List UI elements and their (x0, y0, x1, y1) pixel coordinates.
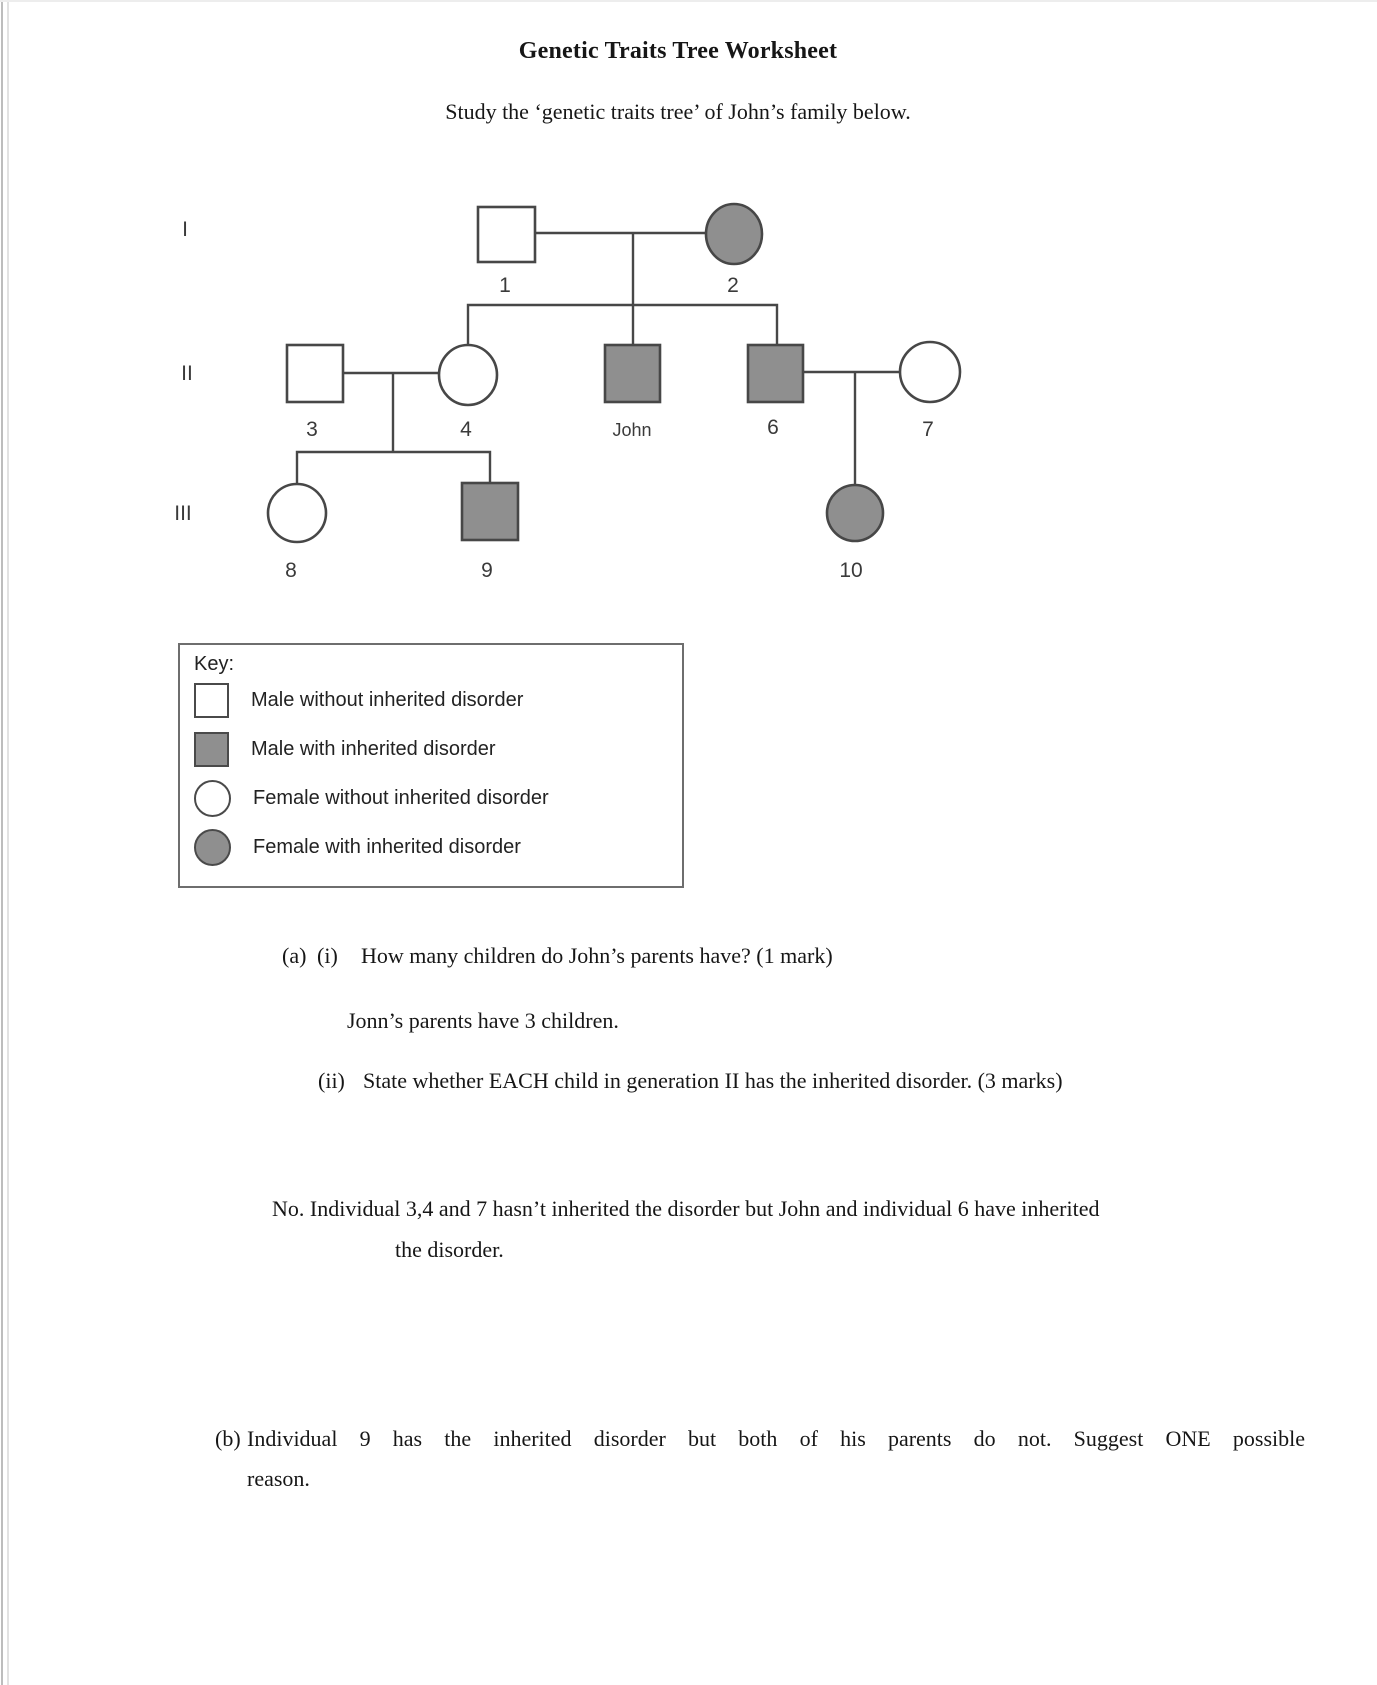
legend-heading: Key: (194, 653, 235, 675)
legend-label: Female with inherited disorder (253, 836, 521, 858)
legend-box (178, 643, 684, 888)
individual-1-label: 1 (499, 274, 511, 297)
legend-row-male-unaffected (194, 676, 682, 725)
legend-label: Male with inherited disorder (251, 738, 496, 760)
page-subtitle: Study the ‘genetic traits tree’ of John’s family below. (445, 99, 911, 124)
individual-4-symbol-female-unaffected (439, 345, 497, 405)
page-top-edge-line (0, 0, 1377, 2)
individual-1-symbol-male-unaffected (478, 207, 535, 262)
question-part-label-b: (b) (215, 1426, 241, 1451)
individual-3-label: 3 (306, 418, 318, 441)
legend-row-female-unaffected (194, 774, 682, 823)
individual-8-label: 8 (285, 559, 297, 582)
male-unaffected-square-icon (194, 683, 229, 718)
legend-label: Female without inherited disorder (253, 787, 549, 809)
legend-label: Male without inherited disorder (251, 689, 524, 711)
generation-label-3: III (174, 502, 192, 525)
individual-4-label: 4 (460, 418, 472, 441)
sibling-line-generation-3 (297, 452, 490, 484)
question-part-label-a: (a) (282, 943, 307, 968)
individual-john-symbol-male-affected (605, 345, 660, 402)
answer-a-ii-line2: the disorder. (395, 1237, 504, 1262)
female-affected-circle-icon (194, 829, 231, 866)
question-a-ii (318, 1068, 1063, 1094)
sibling-line-generation-2 (468, 305, 777, 345)
question-sub-label-ii: (ii) (318, 1068, 345, 1093)
individual-john-label: John (612, 420, 652, 440)
question-sub-label-i: (i) (317, 943, 338, 968)
individual-8-symbol-female-unaffected (268, 484, 326, 542)
generation-label-1: I (182, 218, 188, 241)
page-title: Genetic Traits Tree Worksheet (518, 38, 838, 64)
individual-2-label: 2 (727, 274, 739, 297)
individual-6-label: 6 (767, 416, 779, 439)
individual-2-symbol-female-affected (706, 204, 762, 264)
individual-7-label: 7 (922, 418, 934, 441)
male-affected-square-icon (194, 732, 229, 767)
individual-7-symbol-female-unaffected (900, 342, 960, 402)
question-a-i-text: How many children do John’s parents have? (1 mark) (361, 943, 833, 968)
legend-row-male-affected (194, 725, 682, 774)
female-unaffected-circle-icon (194, 780, 231, 817)
individual-9-symbol-male-affected (462, 483, 518, 540)
question-b-line1: Individual 9 has the inherited disorder but both of his parents do not. Suggest ONE possible (247, 1426, 1305, 1451)
question-b-line2: reason. (247, 1466, 310, 1491)
pedigree-diagram (0, 170, 1377, 600)
individual-10-label: 10 (839, 559, 863, 582)
legend-row-female-affected (194, 823, 682, 872)
answer-a-ii-line1: No. Individual 3,4 and 7 hasn’t inherited the disorder but John and individual 6 have inherited (272, 1196, 1100, 1221)
answer-a-i: Jonn’s parents have 3 children. (347, 1008, 619, 1033)
individual-6-symbol-male-affected (748, 345, 803, 402)
question-a-ii-text: State whether EACH child in generation II has the inherited disorder. (3 marks) (363, 1068, 1063, 1093)
question-a-i (282, 943, 833, 969)
individual-10-symbol-female-affected (827, 485, 883, 541)
individual-3-symbol-male-unaffected (287, 345, 343, 402)
generation-label-2: II (181, 362, 193, 385)
individual-9-label: 9 (481, 559, 493, 582)
